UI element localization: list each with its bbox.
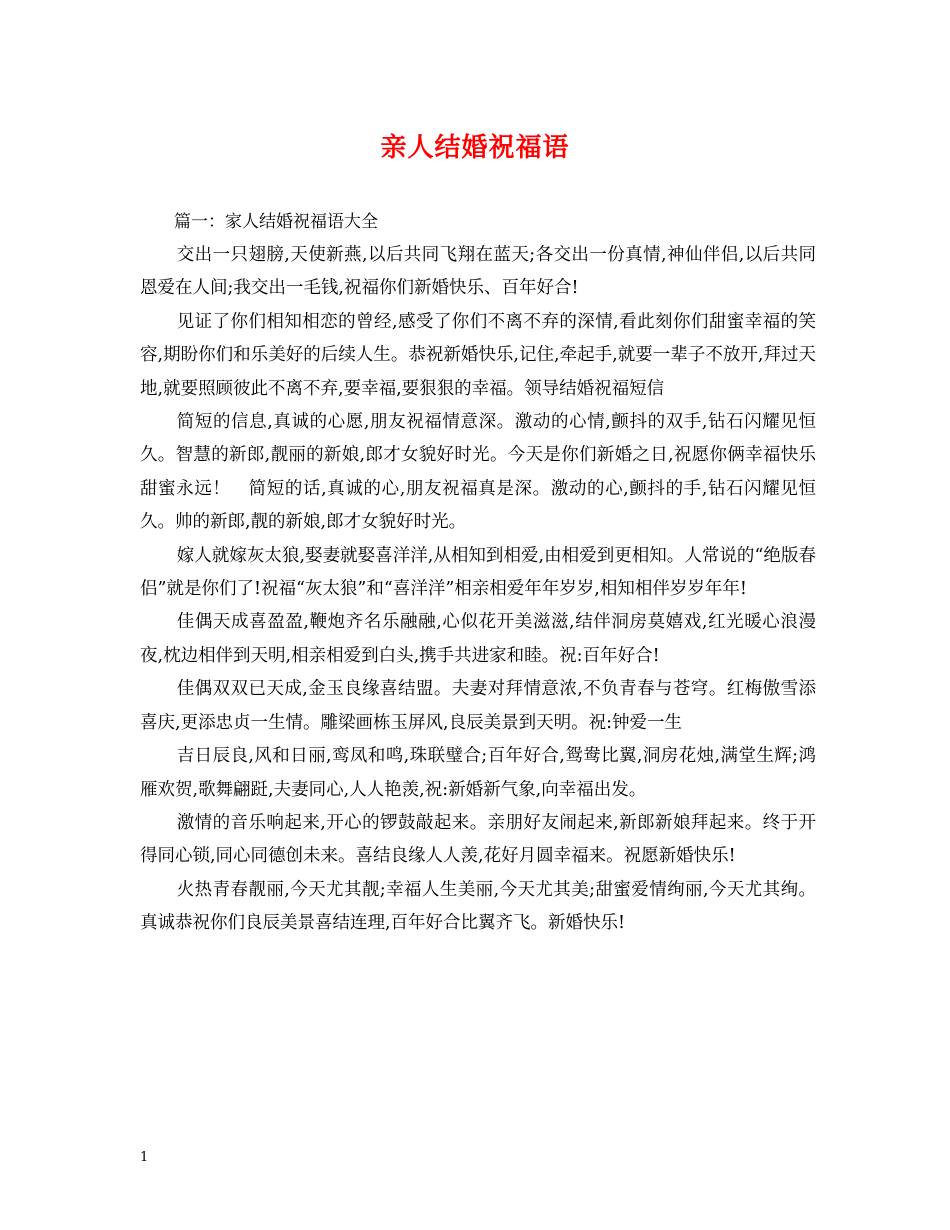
paragraph: 交出一只翅膀,天使新燕,以后共同飞翔在蓝天;各交出一份真情,神仙伴侣,以后共同恩爱在人间;我交出一毛钱,祝福你们新婚快乐、百年好合!	[140, 245, 816, 299]
document-title: 亲人结婚祝福语	[380, 133, 570, 163]
paragraph: 见证了你们相知相恋的曾经,感受了你们不离不弃的深情,看此刻你们甜蜜幸福的笑容,期盼你们和乐美好的后续人生。恭祝新婚快乐,记住,牵起手,就要一辈子不放开,拜过天地,就要照顾彼此不离不弃,要幸福,要狠狠的幸福。领导结婚祝福短信	[140, 311, 816, 399]
paragraph: 嫁人就嫁灰太狼,娶妻就娶喜洋洋,从相知到相爱,由相爱到更相知。人常说的“绝版春侣”就是你们了!祝福“灰太狼”和“喜洋洋”相亲相爱年年岁岁,相知相伴岁岁年年!	[140, 545, 816, 600]
page-number: 1	[140, 1150, 149, 1165]
paragraph: 佳偶双双已天成,金玉良缘喜结盟。夫妻对拜情意浓,不负青春与苍穹。红梅傲雪添喜庆,更添忠贞一生情。雕梁画栋玉屏风,良辰美景到天明。祝:钟爱一生	[140, 679, 816, 733]
document-body	[140, 205, 816, 941]
paragraph: 吉日辰良,风和日丽,鸾凤和鸣,珠联璧合;百年好合,鸳鸯比翼,洞房花烛,满堂生辉;鸿雁欢贺,歌舞翩跹,夫妻同心,人人艳羡,祝:新婚新气象,向幸福出发。	[140, 746, 816, 800]
paragraph: 佳偶天成喜盈盈,鞭炮齐名乐融融,心似花开美滋滋,结伴洞房莫嬉戏,红光暖心浪漫夜,枕边相伴到天明,相亲相爱到白头,携手共进家和睦。祝:百年好合!	[140, 612, 816, 666]
paragraph: 简短的信息,真诚的心愿,朋友祝福情意深。激动的心情,颤抖的双手,钻石闪耀见恒久。智慧的新郎,靓丽的新娘,郎才女貌好时光。今天是你们新婚之日,祝愿你俩幸福快乐甜蜜永远！ 简短的话,真诚的心,朋友祝福真是深。激动的心,颤抖的手,钻石闪耀见恒久。帅的新郎,靓的新娘,郎才女貌好时光。	[140, 412, 816, 533]
section-heading: 篇一：家人结婚祝福语大全	[174, 212, 378, 232]
paragraph: 火热青春靓丽,今天尤其靓;幸福人生美丽,今天尤其美;甜蜜爱情绚丽,今天尤其绚。真诚恭祝你们良辰美景喜结连理,百年好合比翼齐飞。新婚快乐!	[140, 879, 816, 934]
paragraph: 激情的音乐响起来,开心的锣鼓敲起来。亲朋好友闹起来,新郎新娘拜起来。终于开得同心锁,同心同德创未来。喜结良缘人人羡,花好月圆幸福来。祝愿新婚快乐!	[140, 812, 816, 867]
